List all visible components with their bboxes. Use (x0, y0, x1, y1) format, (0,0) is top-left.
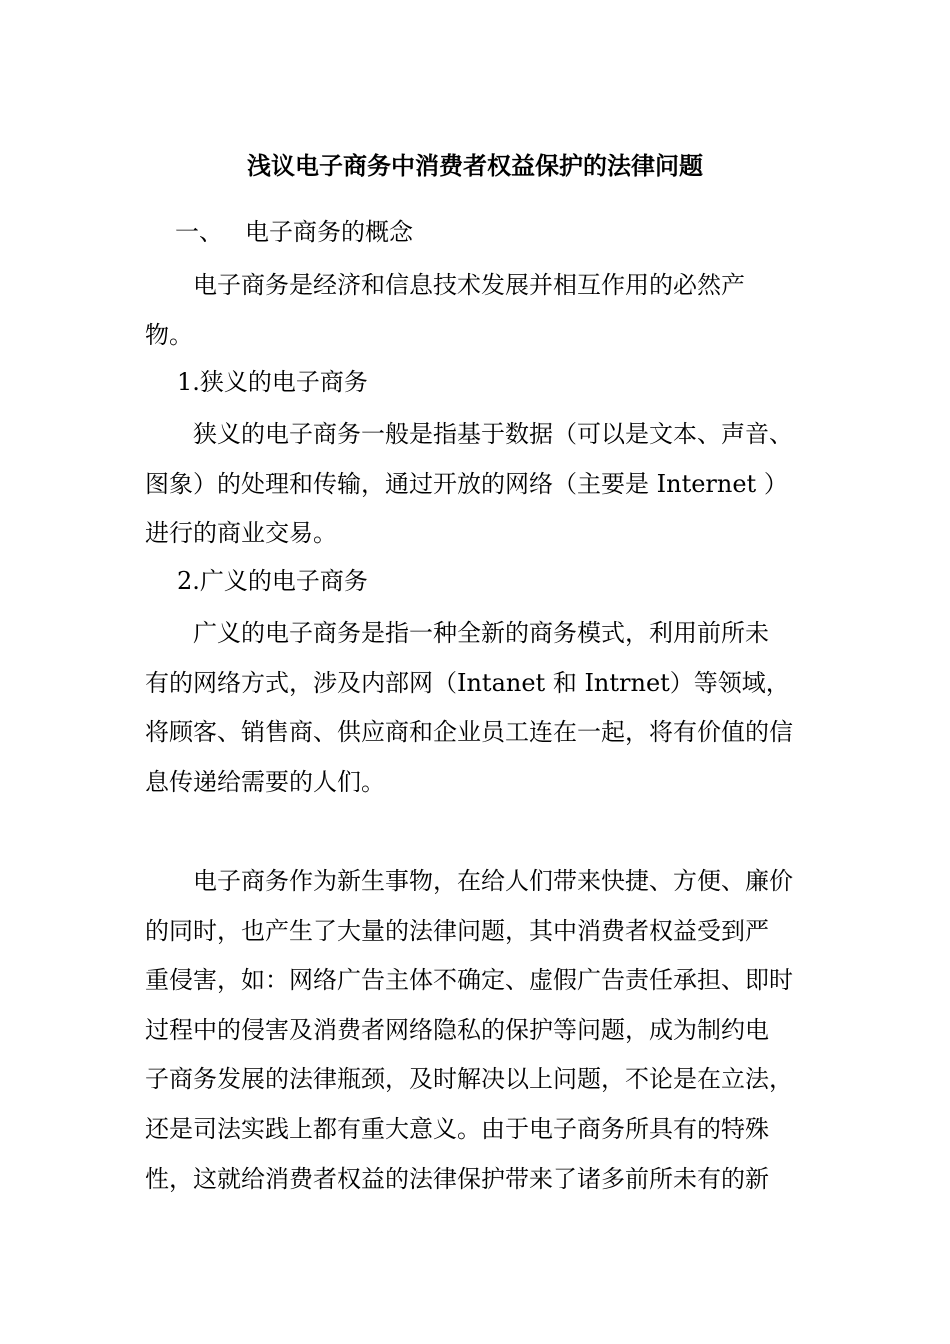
subsection-heading-1: 1.狭义的电子商务 (177, 368, 368, 396)
text-line: 性，这就给消费者权益的法律保护带来了诸多前所未有的新 (145, 1164, 769, 1193)
narrow-definition-paragraph (145, 410, 805, 559)
document-page (145, 0, 805, 1344)
text-line: 有的网络方式，涉及内部网（Intanet 和 Intrnet）等领域， (145, 668, 790, 697)
text-line: 过程中的侵害及消费者网络隐私的保护等问题，成为制约电 (145, 1015, 769, 1044)
text-line: 电子商务作为新生事物，在给人们带来快捷、方便、廉价 (193, 867, 793, 895)
section-heading-1 (175, 214, 413, 250)
text-line: 息传递给需要的人们。 (145, 767, 385, 796)
document-title: 浅议电子商务中消费者权益保护的法律问题 (247, 151, 703, 180)
broad-definition-paragraph (145, 609, 805, 807)
text-line: 物。 (145, 320, 193, 349)
text-line: 子商务发展的法律瓶颈，及时解决以上问题，不论是在立法， (145, 1065, 793, 1094)
body-paragraph (145, 857, 805, 1204)
text-line: 还是司法实践上都有重大意义。由于电子商务所具有的特殊 (145, 1114, 769, 1143)
section-number: 一、 (175, 218, 223, 246)
intro-paragraph (145, 261, 805, 360)
text-line: 图象）的处理和传输，通过开放的网络（主要是 Internet ） (145, 469, 788, 498)
text-line: 重侵害，如：网络广告主体不确定、虚假广告责任承担、即时 (145, 966, 793, 995)
text-line: 的同时，也产生了大量的法律问题，其中消费者权益受到严 (145, 916, 769, 945)
text-line: 电子商务是经济和信息技术发展并相互作用的必然产 (193, 271, 745, 299)
subsection-heading-2: 2.广义的电子商务 (177, 567, 368, 595)
text-line: 将顾客、销售商、供应商和企业员工连在一起，将有价值的信 (145, 718, 793, 747)
text-line: 广义的电子商务是指一种全新的商务模式，利用前所未 (193, 619, 769, 647)
section-heading-text: 电子商务的概念 (245, 218, 413, 246)
text-line: 狭义的电子商务一般是指基于数据（可以是文本、声音、 (193, 420, 793, 448)
text-line: 进行的商业交易。 (145, 519, 337, 548)
